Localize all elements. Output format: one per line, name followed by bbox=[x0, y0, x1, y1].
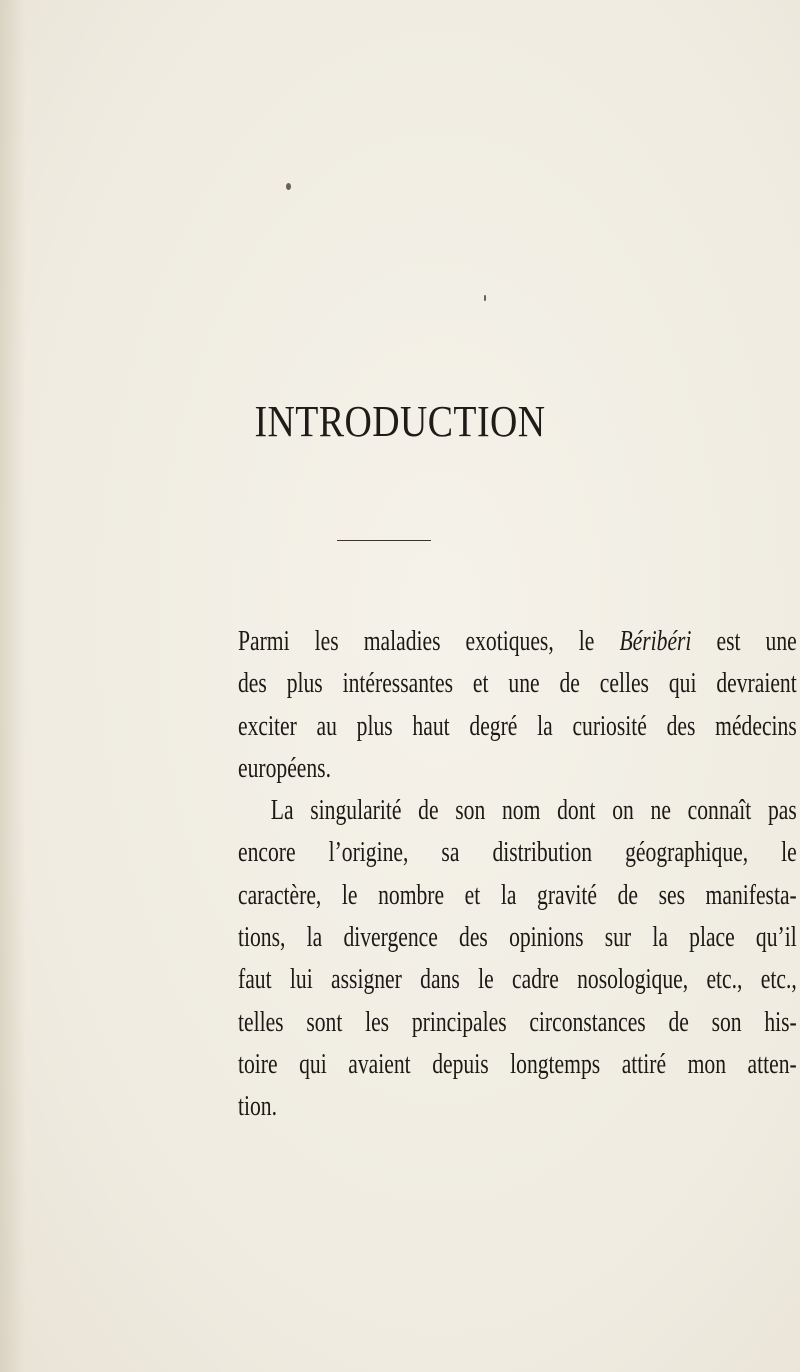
text-line: toire qui avaient depuis longtemps attiré mon atten- bbox=[238, 1047, 797, 1080]
italic-term: Béribéri bbox=[619, 625, 692, 657]
text-line: encore l’origine, sa distribution géographique, le bbox=[238, 836, 797, 869]
heading-rule bbox=[337, 540, 431, 541]
ink-speck bbox=[484, 295, 486, 301]
text-line: faut lui assigner dans le cadre nosologique, etc., etc., bbox=[238, 963, 797, 996]
text-line: tion. bbox=[238, 1090, 278, 1123]
text-line: exciter au plus haut degré la curiosité des médecins bbox=[238, 709, 797, 742]
text-line: européens. bbox=[238, 751, 331, 784]
text-line: tions, la divergence des opinions sur la place qu’il bbox=[238, 921, 797, 954]
text-line: caractère, le nombre et la gravité de ses manifesta- bbox=[238, 878, 797, 911]
text-line: telles sont les principales circonstances de son his- bbox=[238, 1005, 797, 1038]
text-run: est une bbox=[691, 625, 797, 657]
text-line: La singularité de son nom dont on ne connaît pas bbox=[270, 794, 797, 827]
text-run: Parmi les maladies exotiques, le bbox=[238, 625, 620, 657]
text-line: des plus intéressantes et une de celles qui devraient bbox=[238, 667, 797, 700]
chapter-heading: INTRODUCTION bbox=[254, 397, 546, 446]
text-line bbox=[238, 620, 797, 662]
ink-speck bbox=[286, 183, 291, 190]
body-text bbox=[238, 620, 797, 1128]
